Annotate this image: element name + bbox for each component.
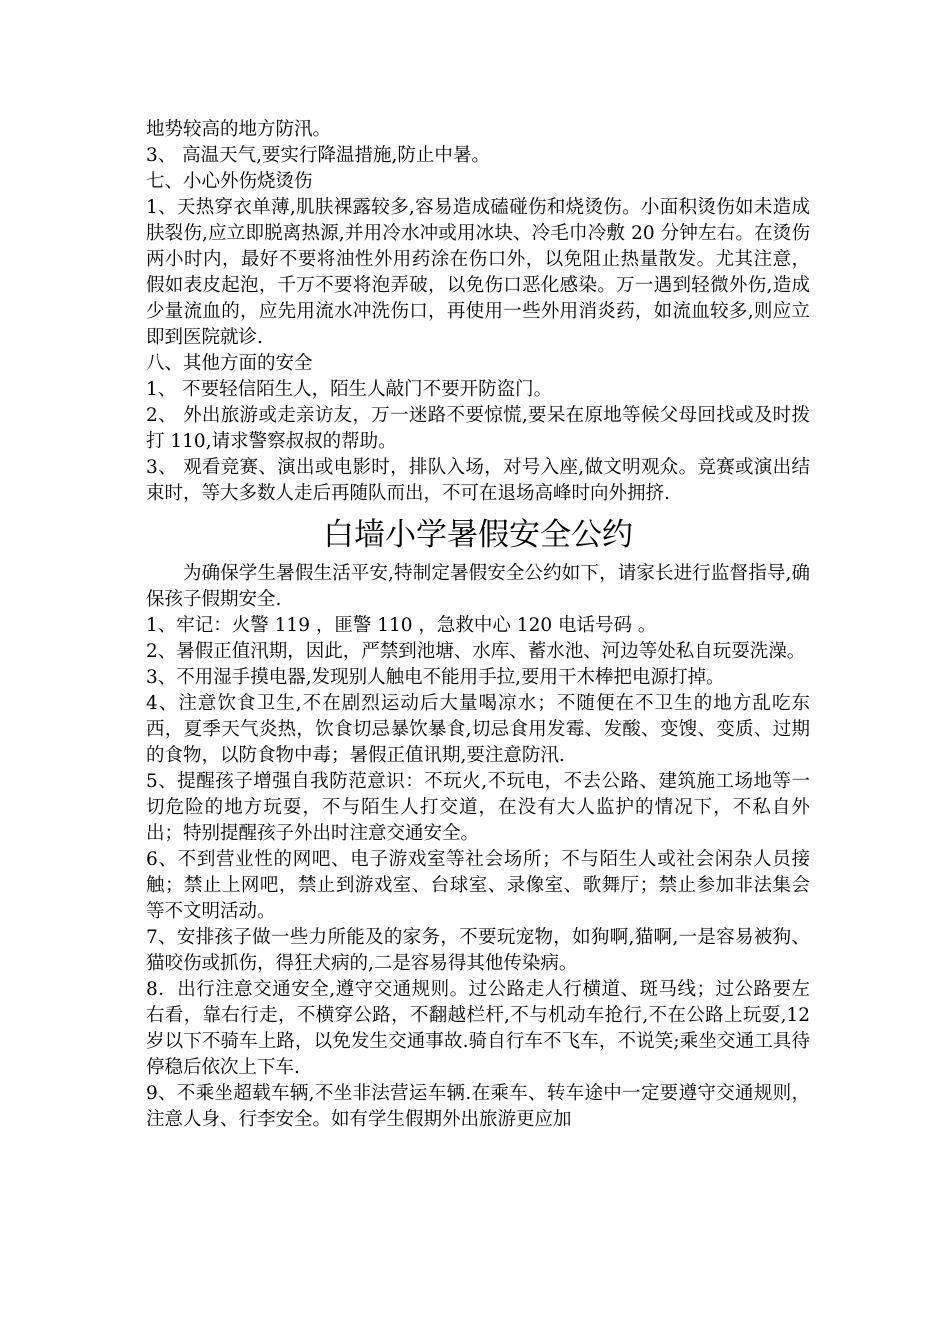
rule-item: 3、不用湿手摸电器,发现别人触电不能用手拉,要用干木棒把电源打掉。 — [146, 667, 725, 688]
rule-item: 1、牢记：火警 119 ，匪警 110 ，急救中心 120 电话号码 。 — [146, 615, 657, 636]
paragraph: 3、 观看竞赛、演出或电影时，排队入场，对号入座,做文明观众。竞赛或演出结束时，等大多数人走后再随队而出，不可在退场高峰时向外拥挤. — [146, 457, 810, 504]
section-heading: 七、小心外伤烧烫伤 — [146, 171, 313, 192]
rule-item: 9、不乘坐超载车辆,不坐非法营运车辆.在乘车、转车途中一定要遵守交通规则，注意人身、行李安全。如有学生假期外出旅游更应加 — [146, 1083, 810, 1130]
paragraph: 3、 高温天气,要实行降温措施,防止中暑。 — [146, 145, 490, 166]
document-title: 白墙小学暑假安全公约 — [323, 517, 633, 553]
rule-item: 5、提醒孩子增强自我防范意识：不玩火,不玩电，不去公路、建筑施工场地等一切危险的地方玩耍，不与陌生人打交道，在没有大人监护的情况下，不私自外出；特别提醒孩子外出时注意交通安全。 — [146, 771, 810, 844]
rule-item: 7、安排孩子做一些力所能及的家务，不要玩宠物，如狗啊,猫啊,一是容易被狗、猫咬伤或抓伤，得狂犬病的,二是容易得其他传染病。 — [146, 927, 810, 974]
paragraph: 1、天热穿衣单薄,肌肤裸露较多,容易造成磕碰伤和烧烫伤。小面积烫伤如未造成肤裂伤,应立即脱离热源,并用冷水冲或用冰块、冷毛巾冷敷 20 分钟左右。在烫伤两小时内，最好不要将油性外用药涂在伤口外，以免阻止热量散发。尤其注意，假如表皮起泡，千万不要将泡弄破，以免伤口恶化感染。万一遇到轻微外伤,造成少量流血的，应先用流水冲洗伤口，再使用一些外用消炎药，如流血较多,则应立即到医院就诊. — [146, 197, 810, 348]
rule-item: 2、暑假正值汛期，因此，严禁到池塘、水库、蓄水池、河边等处私自玩耍洗澡。 — [146, 641, 806, 662]
rule-item: 8．出行注意交通安全,遵守交通规则。过公路走人行横道、斑马线；过公路要左右看，靠右行走，不横穿公路，不翻越栏杆,不与机动车抢行,不在公路上玩耍,12 岁以下不骑车上路，以免发生交通事故.骑自行车不飞车，不说笑;乘坐交通工具待停稳后依次上下车. — [146, 979, 810, 1078]
rule-item: 6、不到营业性的网吧、电子游戏室等社会场所；不与陌生人或社会闲杂人员接触；禁止上网吧，禁止到游戏室、台球室、录像室、歌舞厅；禁止参加非法集会等不文明活动。 — [146, 849, 810, 922]
paragraph: 地势较高的地方防汛。 — [146, 119, 332, 140]
intro-paragraph: 为确保学生暑假生活平安,特制定暑假安全公约如下，请家长进行监督指导,确保孩子假期安全. — [146, 563, 810, 610]
rule-item: 4、注意饮食卫生,不在剧烈运动后大量喝凉水；不随便在不卫生的地方乱吃东西，夏季天气炎热，饮食切忌暴饮暴食,切忌食用发霉、发酸、变馊、变质、过期的食物，以防食物中毒；暑假正值讯期,要注意防汛. — [146, 693, 810, 766]
section-heading: 八、其他方面的安全 — [146, 353, 313, 374]
document-page — [146, 117, 810, 1133]
paragraph: 1、 不要轻信陌生人，陌生人敲门不要开防盗门。 — [146, 379, 553, 400]
paragraph: 2、 外出旅游或走亲访友，万一迷路不要惊慌,要呆在原地等候父母回找或及时拨打 110,请求警察叔叔的帮助。 — [146, 405, 810, 452]
